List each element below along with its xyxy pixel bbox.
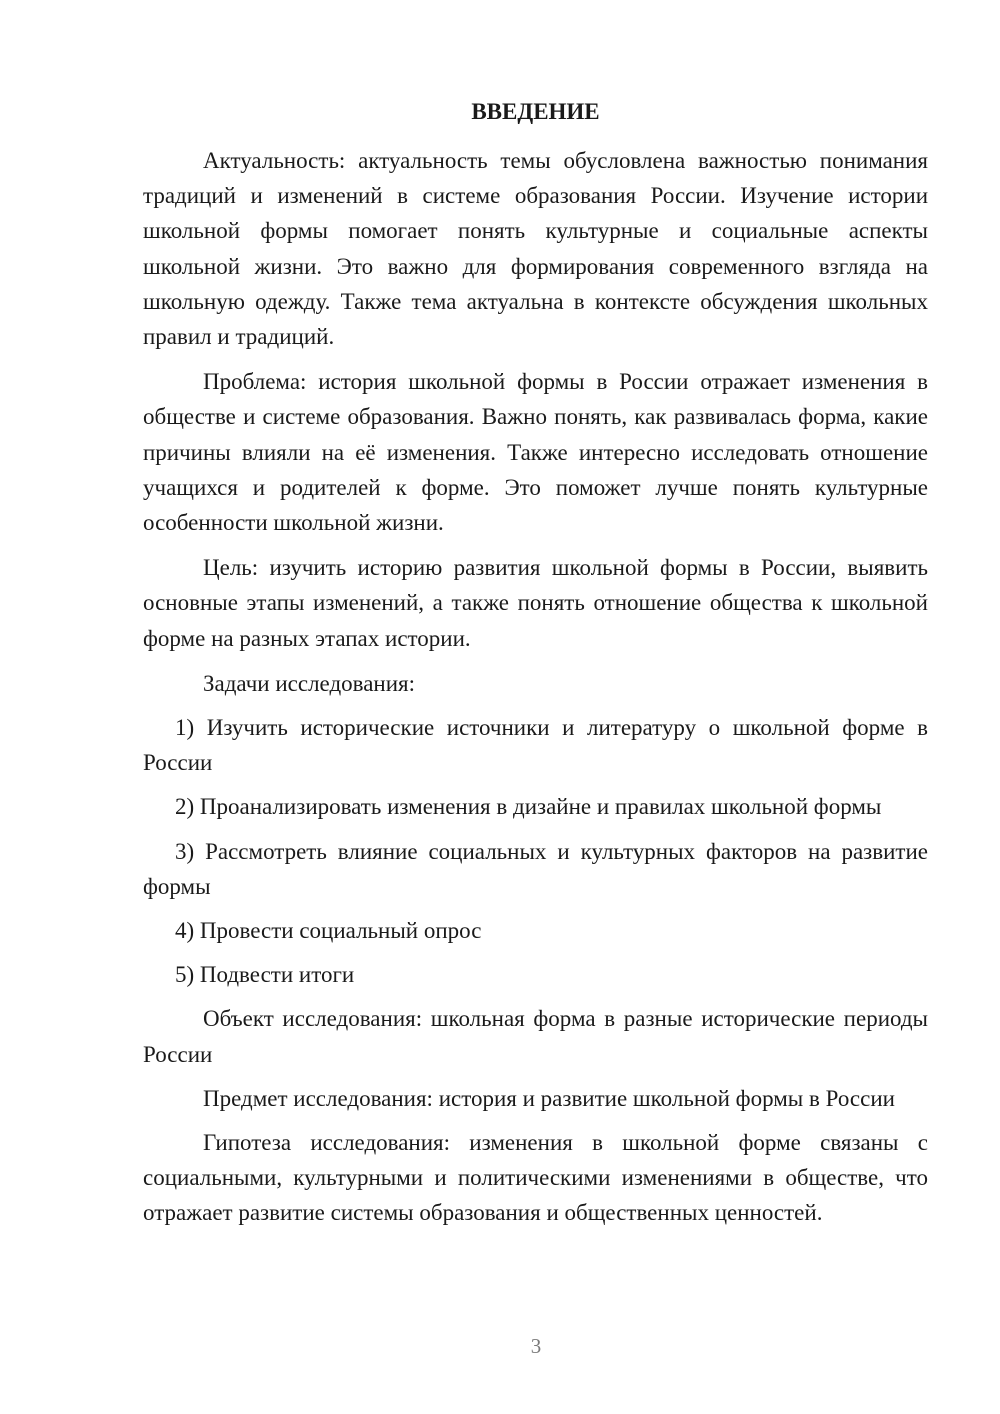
- task-item-3: 3) Рассмотреть влияние социальных и культурных факторов на развитие формы: [143, 838, 928, 899]
- task-item-1: 1) Изучить исторические источники и литературу о школьной форме в России: [143, 715, 928, 776]
- paragraph-problem: Проблема: история школьной формы в России отражает изменения в обществе и системе образования. Важно понять, как развивалась форма, какие причины влияли на её изменения. Также интересно исследовать отношение учащихся и родителей к форме. Это поможет лучше понять культурные особенности школьной жизни.: [143, 369, 928, 536]
- paragraph-goal: Цель: изучить историю развития школьной формы в России, выявить основные этапы изменений, а также понять отношение общества к школьной форме на разных этапах истории.: [143, 555, 928, 651]
- task-item-4: 4) Провести социальный опрос: [175, 918, 482, 944]
- paragraph-subject: Предмет исследования: история и развитие школьной формы в России: [203, 1085, 895, 1111]
- paragraph-hypothesis: Гипотеза исследования: изменения в школьной форме связаны с социальными, культурными и политическими изменениями в обществе, что отражает развитие системы образования и общественных ценностей.: [143, 1130, 928, 1226]
- paragraph-object: Объект исследования: школьная форма в разные исторические периоды России: [143, 1006, 928, 1067]
- task-item-5: 5) Подвести итоги: [175, 962, 355, 988]
- paragraph-relevance: Актуальность: актуальность темы обусловлена важностью понимания традиций и изменений в системе образования России. Изучение истории школьной формы помогает понять культурные и социальные аспекты школьной жизни. Это важно для формирования современного взгляда на школьную одежду. Также тема актуальна в контексте обсуждения школьных правил и традиций.: [143, 148, 928, 350]
- paragraph-tasks-heading: Задачи исследования:: [203, 670, 416, 696]
- section-title: ВВЕДЕНИЕ: [471, 99, 600, 124]
- task-item-2: 2) Проанализировать изменения в дизайне и правилах школьной формы: [175, 794, 882, 820]
- document-body: [143, 143, 928, 1231]
- page-number: 3: [530, 1334, 542, 1358]
